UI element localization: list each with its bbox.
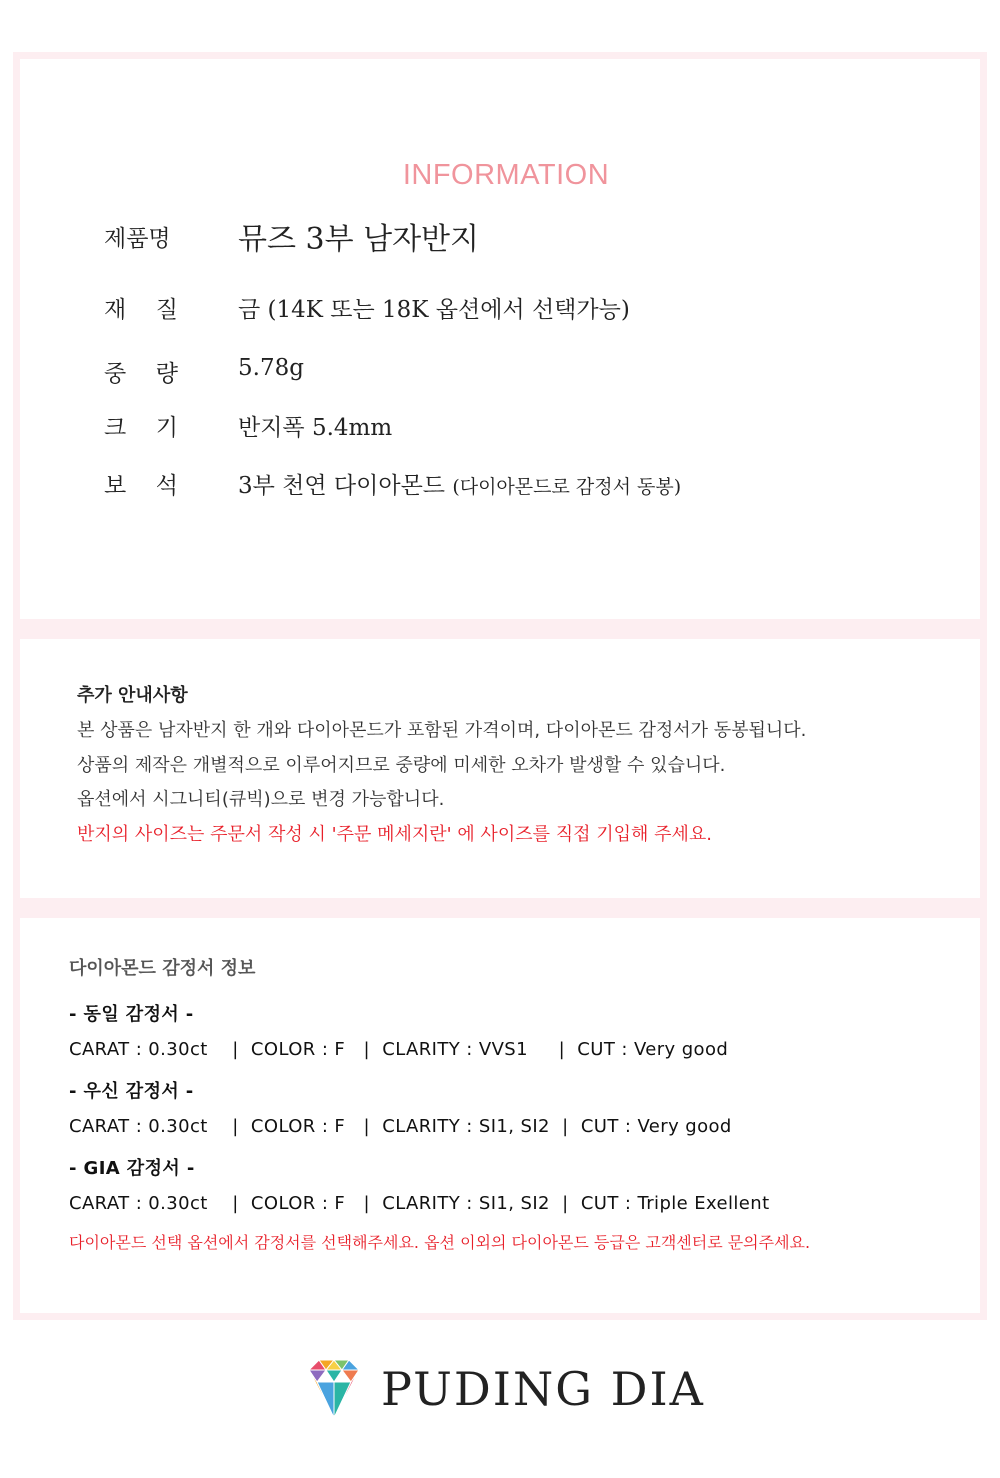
spec-label (104, 291, 178, 324)
certificate-group-name: - 우신 감정서 - (69, 1081, 194, 1102)
spec-label-text: 보 석 (104, 473, 178, 499)
certificate-note: 다이아몬드 선택 옵션에서 감정서를 선택해주세요. 옵션 이외의 다이아몬드 등급은 고객센터로 문의주세요. (69, 1233, 811, 1252)
spec-label-text: 크 기 (104, 415, 178, 441)
notice-line: 본 상품은 남자반지 한 개와 다이아몬드가 포함된 가격이며, 다이아몬드 감정서가 동봉됩니다. (77, 720, 807, 741)
brand-name: PUDING DIA (381, 1362, 705, 1416)
spec-label-text: 중 량 (104, 361, 178, 387)
certificate-group-name: - 동일 감정서 - (69, 1004, 194, 1025)
notice-highlight: 반지의 사이즈는 주문서 작성 시 '주문 메세지란' 에 사이즈를 직접 기입해 주세요. (77, 824, 712, 845)
certificate-spec: CARAT : 0.30ct | COLOR : F | CLARITY : SI1, SI2 | CUT : Very good (69, 1116, 732, 1137)
spec-value: 5.78g (238, 355, 304, 381)
spec-label (104, 355, 178, 388)
certificate-group-name: - GIA 감정서 - (69, 1158, 195, 1179)
notice-line: 옵션에서 시그니티(큐빅)으로 변경 가능합니다. (77, 789, 445, 810)
certificate-spec: CARAT : 0.30ct | COLOR : F | CLARITY : VVS1 | CUT : Very good (69, 1039, 729, 1060)
diamond-logo-icon (307, 1358, 361, 1420)
spec-label: 제품명 (104, 226, 171, 252)
spec-label (104, 467, 178, 500)
certificate-title: 다이아몬드 감정서 정보 (69, 958, 256, 979)
gemstone-note: (다이아몬드로 감정서 동봉) (452, 476, 682, 498)
brand-footer (307, 1356, 707, 1426)
spec-value (238, 467, 681, 500)
spec-value: 반지폭 5.4mm (238, 415, 393, 441)
notice-panel (20, 639, 980, 898)
spec-label-text: 재 질 (104, 297, 178, 323)
spec-value: 금 (14K 또는 18K 옵션에서 선택가능) (238, 297, 630, 323)
notice-line: 상품의 제작은 개별적으로 이루어지므로 중량에 미세한 오차가 발생할 수 있습니다. (77, 755, 726, 776)
logo-facet (342, 1370, 359, 1382)
notice-title: 추가 안내사항 (77, 685, 188, 706)
product-info-panel (20, 59, 980, 619)
certificate-panel (20, 918, 980, 1313)
gemstone-value: 3부 천연 다이아몬드 (238, 473, 445, 499)
info-title: INFORMATION (402, 159, 610, 191)
logo-facet (309, 1370, 326, 1382)
spec-value: 뮤즈 3부 남자반지 (238, 222, 480, 257)
logo-facet (326, 1370, 342, 1382)
spec-label (104, 409, 178, 442)
certificate-spec: CARAT : 0.30ct | COLOR : F | CLARITY : SI1, SI2 | CUT : Triple Exellent (69, 1193, 770, 1214)
